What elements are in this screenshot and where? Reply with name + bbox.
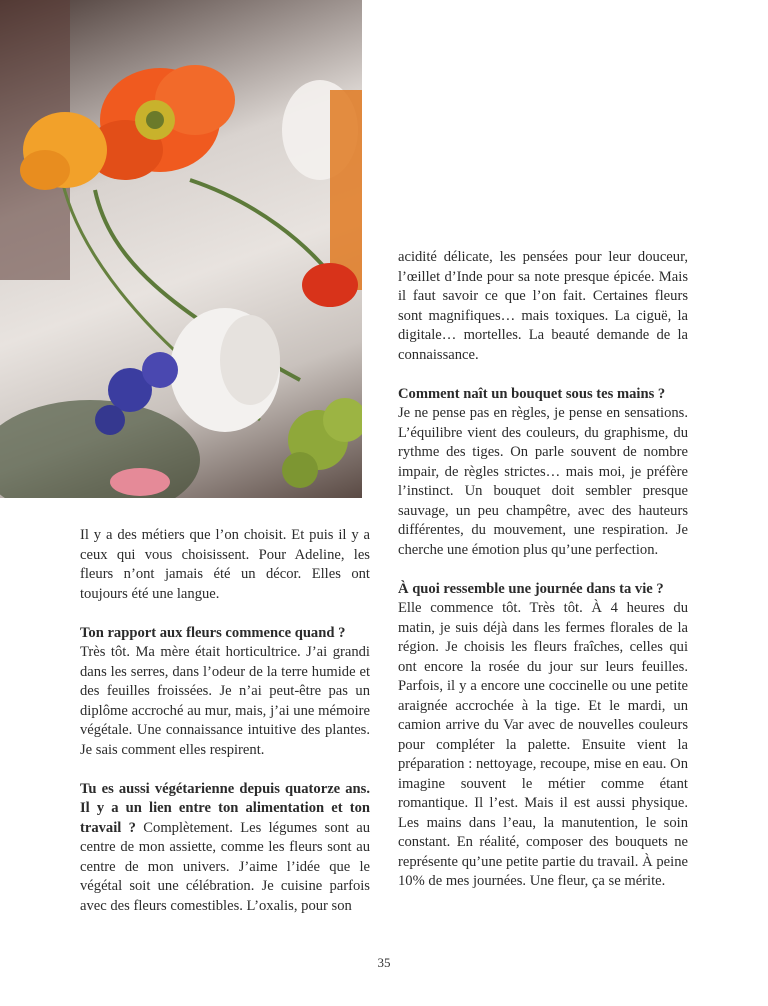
flower-illustration bbox=[0, 0, 362, 498]
green-flowers bbox=[282, 398, 362, 488]
question-1: Ton rapport aux fleurs commence quand ? bbox=[80, 624, 346, 641]
answer-2-continued: acidité délicate, les pensées pour leur douceur, l’œillet d’Inde pour sa note presque épicée. Mais il faut savoir ce que l’on fait. Certaines fleurs sont magnifiques… mais toxiques. La ciguë, la digitale… mortelles. La beauté demande de la connaissance. bbox=[398, 249, 688, 363]
orange-poppy bbox=[87, 65, 235, 180]
answer-1: Très tôt. Ma mère était horticultrice. J’ai grandi dans les serres, dans l’odeur de la terre humide et des feuilles froissées. Je n’ai peut-être pas un diplôme accroché au mur, mais, j’ai une mémoire végétale. Une connaissance intuitive des plantes. Je sais comment elles respirent. bbox=[80, 644, 370, 758]
question-2: Tu es aussi végétarienne depuis quatorze ans. Il y a un lien entre ton alimentation et ton travail ? bbox=[80, 780, 370, 836]
left-column bbox=[80, 526, 370, 916]
intro-paragraph: Il y a des métiers que l’on choisit. Et puis il y a ceux qui vous choisissent. Pour Adeline, les fleurs n’ont jamais été un décor. Elles ont toujours été une langue. bbox=[80, 527, 370, 602]
qa-block-2 bbox=[80, 780, 370, 917]
qa-block-4 bbox=[398, 580, 688, 892]
flower-photo bbox=[0, 0, 362, 498]
answer-4: Elle commence tôt. Très tôt. À 4 heures du matin, je suis déjà dans les fermes florales de la région. Je choisis les fleurs fraîches, celles qui ont encore la rosée du jour sur leurs feuilles. Parfois, il y a encore une coccinelle ou une petite araignée accrochée à la tige. Et le mardi, un camion arrive du Var avec de nouvelles couleurs pour compléter la palette. Ensuite vient la préparation : nettoyage, recoupe, mise en eau. On imagine souvent le métier comme étant romantique. Il l’est. Mais il est aussi physique. Les mains dans l’eau, la manutention, le soin constant. En réalité, composer des bouquets ne représente qu’une petite partie du travail. À peine 10% de mes journées. Une fleur, ça se mérite. bbox=[398, 600, 688, 889]
right-column bbox=[398, 248, 688, 892]
answer-2: Complètement. Les légumes sont au centre de mon assiette, comme les fleurs sont au centre de mon univers. J’aime l’idée que le végétal soit une célébration. Je cuisine parfois avec des fleurs comestibles. L’oxalis, pour son bbox=[80, 819, 370, 914]
qa-block-3 bbox=[398, 385, 688, 561]
question-3: Comment naît un bouquet sous tes mains ? bbox=[398, 385, 666, 402]
white-tulip bbox=[170, 308, 280, 432]
page-number: 35 bbox=[377, 955, 391, 970]
answer-3: Je ne pense pas en règles, je pense en sensations. L’équilibre vient des couleurs, du graphisme, du rythme des tiges. On parle souvent de nombre impair, de règles strictes… mais moi, je préfère l’instinct. Un bouquet doit sembler presque sauvage, un peu champêtre, avec des hauteurs différentes, du mouvement, une respiration. Je cherche une émotion plus qu’une perfection. bbox=[398, 405, 688, 558]
question-4: À quoi ressemble une journée dans ta vie ? bbox=[398, 580, 664, 597]
qa-block-1 bbox=[80, 624, 370, 761]
